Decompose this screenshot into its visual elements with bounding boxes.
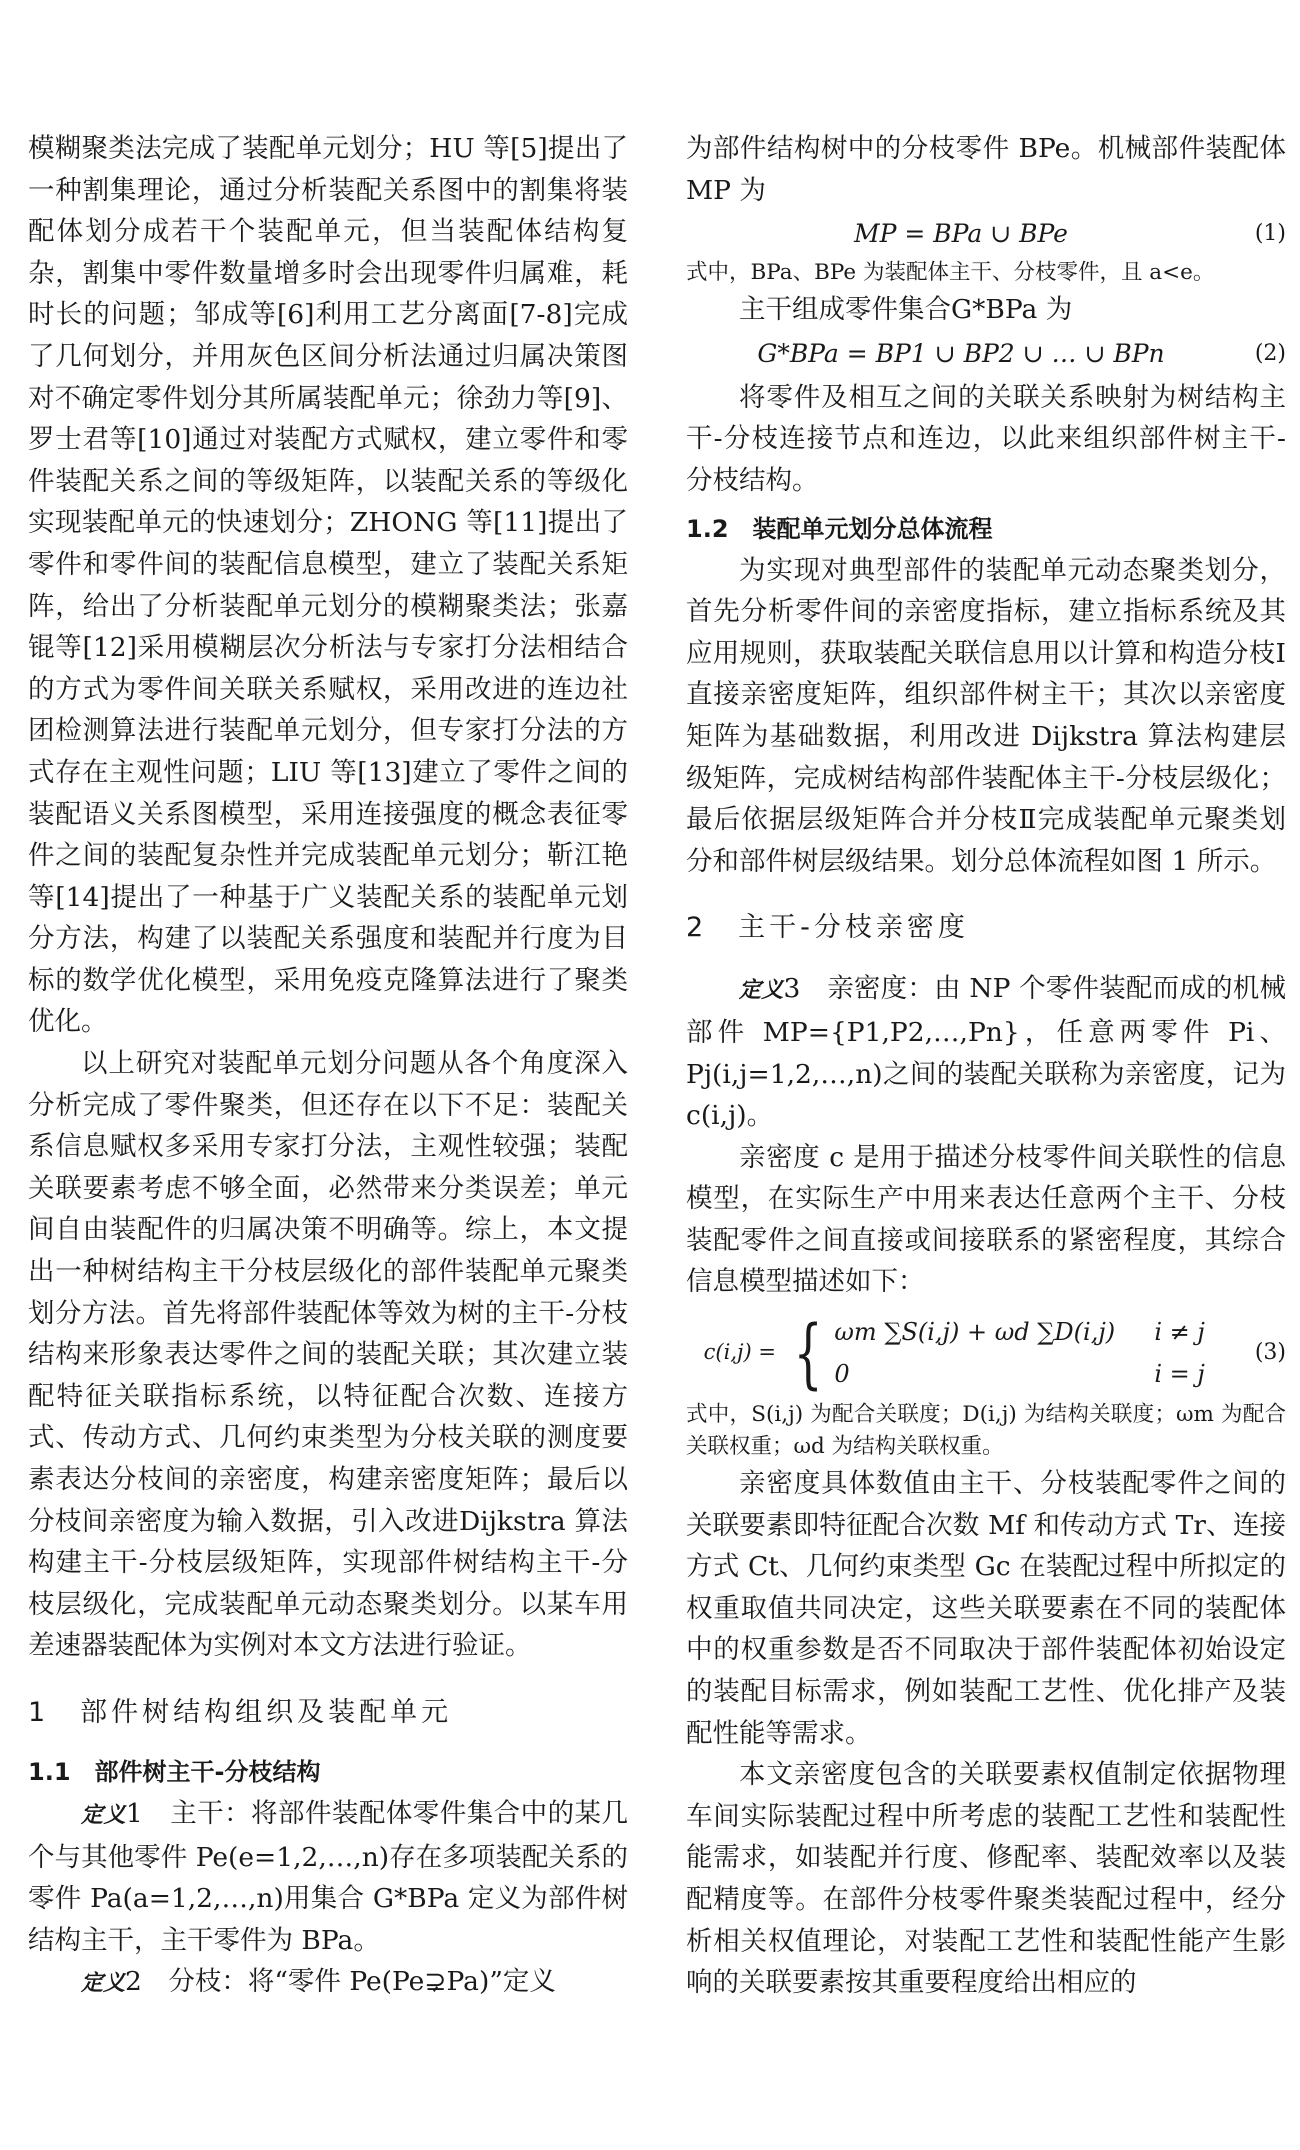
definition-3-label: 定义 xyxy=(739,978,784,1004)
equation-3-note: 式中，S(i,j) 为配合关联度；D(i,j) 为结构关联度；ωm 为配合关联权重；ωd 为结构关联权重。 xyxy=(686,1402,1286,1460)
left-paragraph-1: 模糊聚类法完成了装配单元划分；HU 等[5]提出了一种割集理论，通过分析装配关系图中的割集将装配体划分成若干个装配单元，但当装配体结构复杂，割集中零件数量增多时会出现零件归属难，耗时长的问题；邹成等[6]利用工艺分离面[7-8]完成了几何划分，并用灰色区间分析法通过归属决策图对不确定零件划分其所属装配单元；徐劲力等[9]、罗士君等[10]通过对装配方式赋权，建立零件和零件装配关系之间的等级矩阵，以装配关系的等级化实现装配单元的快速划分；ZHONG 等[11]提出了零件和零件间的装配信息模型，建立了装配关系矩阵，给出了分析装配单元划分的模糊聚类法；张嘉锟等[12]采用模糊层次分析法与专家打分法相结合的方式为零件间关联关系赋权，采用改进的连边社团检测算法进行装配单元划分，但专家打分法的方式存在主观性问题；LIU 等[13]建立了零件之间的装配语义关系图模型，采用连接强度的概念表征零件之间的装配复杂性并完成装配单元划分；靳江艳等[14]提出了一种基于广义装配关系的装配单元划分方法，构建了以装配关系强度和装配并行度为目标的数学优化模型，采用免疫克隆算法进行了聚类优化。 xyxy=(28,133,628,1038)
right-paragraph-6: 亲密度具体数值由主干、分枝装配零件之间的关联要素即特征配合次数 Mf 和传动方式 Tr、连接方式 Ct、几何约束类型 Gc 在装配过程中所拟定的权重取值共同决定，这些关联要素在不同的装配体中的权重参数是否不同取决于部件装配体初始设定的装配目标需求，例如装配工艺性、优化排产及装配性能等需求。 xyxy=(686,1468,1286,1749)
equation-2-number: (2) xyxy=(1254,340,1286,366)
right-paragraph-4: 为实现对典型部件的装配单元动态聚类划分，首先分析零件间的亲密度指标，建立指标系统及其应用规则，获取装配关联信息用以计算和构造分枝Ⅰ直接亲密度矩阵，组织部件树主干；其次以亲密度矩阵为基础数据，利用改进 Dijkstra 算法构建层级矩阵，完成树结构部件装配体主干-分枝层级化；最后依据层级矩阵合并分枝Ⅱ完成装配单元聚类划分和部件树层级结果。划分总体流程如图 1 所示。 xyxy=(686,554,1286,877)
definition-2-text: 2 分枝：将“零件 Pe(Pe⊋Pa)”定义 xyxy=(125,1966,556,1998)
equation-3-case-2 xyxy=(834,1353,1254,1395)
right-paragraph-1: 为部件结构树中的分枝零件 BPe。机械部件装配体 MP 为 xyxy=(686,133,1286,206)
definition-1-label: 定义 xyxy=(81,1802,126,1828)
definition-1 xyxy=(28,1793,628,1961)
section-1-2-heading: 1.2 装配单元划分总体流程 xyxy=(686,514,993,543)
right-column xyxy=(686,128,1286,2004)
equation-3-case-2-cond: i = j xyxy=(1154,1360,1205,1389)
equation-3-case-1-expr: ωm ∑S(i,j) + ωd ∑D(i,j) xyxy=(834,1318,1116,1347)
definition-3 xyxy=(686,968,1286,1136)
equation-2-body: G*BPa = BP1 ∪ BP2 ∪ … ∪ BPn xyxy=(757,338,1165,368)
equation-1-body: MP = BPa ∪ BPe xyxy=(854,219,1068,249)
left-column xyxy=(28,128,628,2005)
equation-3-case-1 xyxy=(834,1311,1254,1353)
equation-3 xyxy=(686,1308,1286,1398)
right-paragraph-2: 主干组成零件集合G*BPa 为 xyxy=(739,294,1073,326)
right-paragraph-5: 亲密度 c 是用于描述分枝零件间关联性的信息模型，在实际生产中用来表达任意两个主干、分枝装配零件之间直接或间接联系的紧密程度，其综合信息模型描述如下： xyxy=(686,1141,1286,1298)
definition-3-text: 3 亲密度：由 NP 个零件装配而成的机械部件 MP={P1,P2,…,Pn}，任意两零件 Pi、Pj(i,j=1,2,…,n)之间的装配关联称为亲密度，记为 c(i,j)。 xyxy=(686,973,1286,1132)
equation-1-note: 式中，BPa、BPe 为装配体主干、分枝零件，且 a<e。 xyxy=(686,260,1215,286)
equation-1 xyxy=(686,215,1286,253)
definition-1-text: 1 主干：将部件装配体零件集合中的某几个与其他零件 Pe(e=1,2,…,n)存在多项装配关系的零件 Pa(a=1,2,…,n)用集合 G*BPa 定义为部件树结构主干，主干零件为 BPa。 xyxy=(28,1797,628,1956)
section-1-heading: 1 部件树结构组织及装配单元 xyxy=(28,1696,453,1728)
definition-2-label: 定义 xyxy=(81,1971,126,1997)
equation-3-number: (3) xyxy=(1254,1340,1286,1366)
left-brace-symbol: { xyxy=(793,1308,823,1398)
definition-2 xyxy=(28,1961,628,2005)
equation-3-cases xyxy=(834,1311,1254,1395)
right-paragraph-3: 将零件及相互之间的关联关系映射为树结构主干-分枝连接节点和连边，以此来组织部件树主干-分枝结构。 xyxy=(686,381,1286,496)
equation-2 xyxy=(686,335,1286,373)
equation-3-case-1-cond: i ≠ j xyxy=(1154,1318,1205,1347)
section-2-heading: 2 主干-分枝亲密度 xyxy=(686,912,969,944)
equation-1-number: (1) xyxy=(1254,221,1286,247)
equation-3-case-2-expr: 0 xyxy=(834,1360,850,1389)
right-paragraph-7: 本文亲密度包含的关联要素权值制定依据物理车间实际装配过程中所考虑的装配工艺性和装配性能需求，如装配并行度、修配率、装配效率以及装配精度等。在部件分枝零件聚类装配过程中，经分析相关权值理论，对装配工艺性和装配性能产生影响的关联要素按其重要程度给出相应的 xyxy=(686,1759,1286,1999)
equation-3-lhs: c(i,j) = xyxy=(703,1340,776,1365)
left-paragraph-2: 以上研究对装配单元划分问题从各个角度深入分析完成了零件聚类，但还存在以下不足：装配关系信息赋权多采用专家打分法，主观性较强；装配关联要素考虑不够全面，必然带来分类误差；单元间自由装配件的归属决策不明确等。综上，本文提出一种树结构主干分枝层级化的部件装配单元聚类划分方法。首先将部件装配体等效为树的主干-分枝结构来形象表达零件之间的装配关联；其次建立装配特征关联指标系统，以特征配合次数、连接方式、传动方式、几何约束类型为分枝关联的测度要素表达分枝间的亲密度，构建亲密度矩阵；最后以分枝间亲密度为输入数据，引入改进Dijkstra 算法构建主干-分枝层级矩阵，实现部件树结构主干-分枝层级化，完成装配单元动态聚类划分。以某车用差速器装配体为实例对本文方法进行验证。 xyxy=(28,1048,628,1662)
section-1-1-heading: 1.1 部件树主干-分枝结构 xyxy=(28,1757,321,1786)
